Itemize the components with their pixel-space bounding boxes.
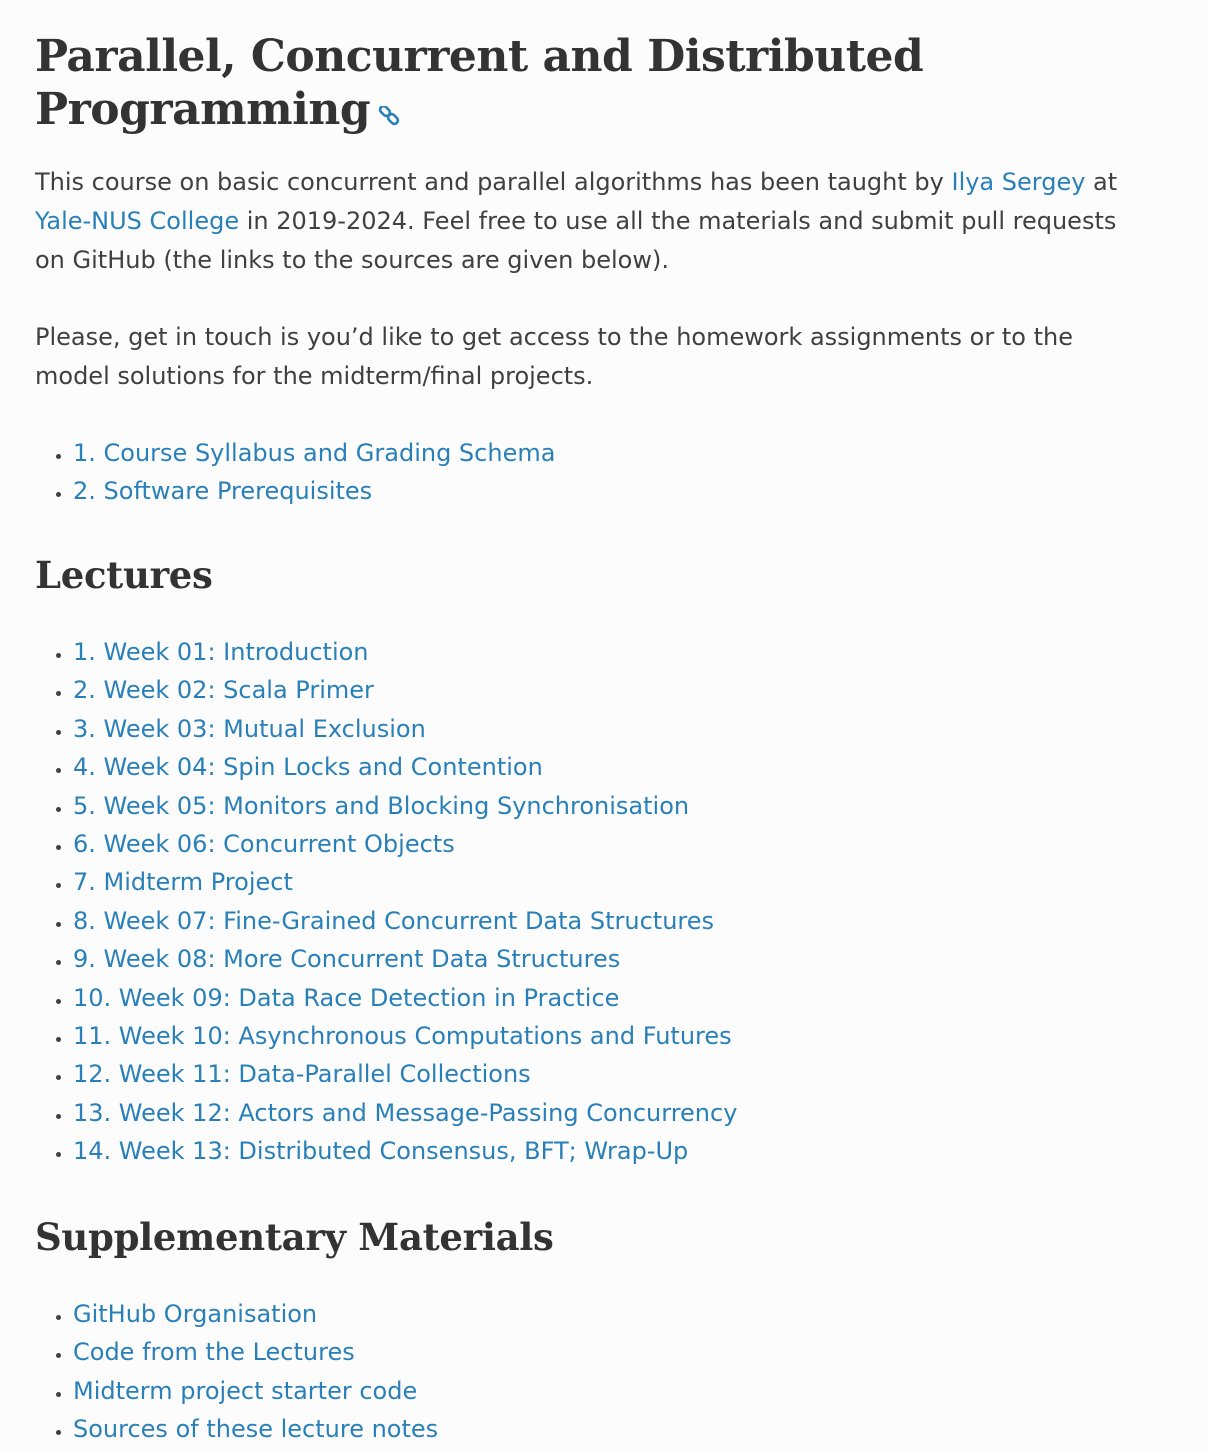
lecture-link[interactable]: 5. Week 05: Monitors and Blocking Synchronisation	[73, 791, 690, 820]
page-title-text: Parallel, Concurrent and Distributed Programming	[35, 31, 924, 135]
intro-text-1: This course on basic concurrent and parallel algorithms has been taught by	[35, 167, 952, 196]
lecture-link[interactable]: 7. Midterm Project	[73, 868, 293, 897]
list-item	[73, 940, 1175, 978]
list-item	[73, 1094, 1175, 1132]
list-item	[73, 863, 1175, 901]
lecture-link[interactable]: 8. Week 07: Fine-Grained Concurrent Data Structures	[73, 906, 715, 935]
lecture-link[interactable]: 2. Week 02: Scala Primer	[73, 676, 374, 705]
midterm-starter-link[interactable]: Midterm project starter code	[73, 1376, 418, 1405]
lecture-link[interactable]: 11. Week 10: Asynchronous Computations and Futures	[73, 1021, 732, 1050]
lecture-link[interactable]: 14. Week 13: Distributed Consensus, BFT; Wrap-Up	[73, 1137, 689, 1166]
link-icon	[378, 106, 400, 128]
list-item	[73, 633, 1175, 671]
college-link[interactable]: Yale-NUS College	[35, 206, 240, 235]
headerlink-link[interactable]	[378, 88, 400, 141]
intro-paragraph	[35, 163, 1145, 280]
list-item	[73, 671, 1175, 709]
lecture-code-link[interactable]: Code from the Lectures	[73, 1338, 355, 1367]
supplementary-list	[35, 1295, 1175, 1449]
list-item	[73, 902, 1175, 940]
supplementary-heading: Supplementary Materials	[35, 1214, 554, 1259]
lecture-link[interactable]: 3. Week 03: Mutual Exclusion	[73, 714, 426, 743]
list-item	[73, 1132, 1175, 1170]
lectures-heading: Lectures	[35, 552, 213, 597]
list-item	[73, 787, 1175, 825]
notes-sources-link[interactable]: Sources of these lecture notes	[73, 1415, 439, 1444]
list-item	[73, 1017, 1175, 1055]
contact-paragraph: Please, get in touch is you’d like to get access to the homework assignments or to the model solutions for the midterm/final projects.	[35, 322, 1073, 390]
list-item	[73, 1410, 1175, 1448]
lecture-link[interactable]: 1. Week 01: Introduction	[73, 637, 369, 666]
list-item	[73, 434, 1175, 472]
lecture-link[interactable]: 10. Week 09: Data Race Detection in Practice	[73, 983, 620, 1012]
lecture-link[interactable]: 4. Week 04: Spin Locks and Contention	[73, 753, 543, 782]
main-content	[35, 0, 1175, 1449]
lecture-link[interactable]: 12. Week 11: Data-Parallel Collections	[73, 1060, 531, 1089]
prerequisites-link[interactable]: 2. Software Prerequisites	[73, 477, 373, 506]
lecture-link[interactable]: 9. Week 08: More Concurrent Data Structures	[73, 945, 621, 974]
list-item	[73, 710, 1175, 748]
list-item	[73, 825, 1175, 863]
list-item	[73, 1055, 1175, 1093]
github-org-link[interactable]: GitHub Organisation	[73, 1299, 318, 1328]
list-item	[73, 748, 1175, 786]
lecture-link[interactable]: 13. Week 12: Actors and Message-Passing Concurrency	[73, 1098, 738, 1127]
lecture-link[interactable]: 6. Week 06: Concurrent Objects	[73, 829, 455, 858]
syllabus-link[interactable]: 1. Course Syllabus and Grading Schema	[73, 438, 556, 467]
list-item	[73, 979, 1175, 1017]
intro-text-3: in 2019-2024. Feel free to use all the materials and submit pull requests on GitHub (the links to the sources are given below).	[35, 206, 1117, 274]
page-title	[35, 0, 1175, 139]
list-item	[73, 1333, 1175, 1371]
lectures-list	[35, 633, 1175, 1171]
intro-text-2: at	[1085, 167, 1118, 196]
list-item	[73, 472, 1175, 510]
list-item	[73, 1372, 1175, 1410]
top-links-list	[35, 434, 1175, 511]
list-item	[73, 1295, 1175, 1333]
author-link[interactable]: Ilya Sergey	[951, 167, 1086, 196]
